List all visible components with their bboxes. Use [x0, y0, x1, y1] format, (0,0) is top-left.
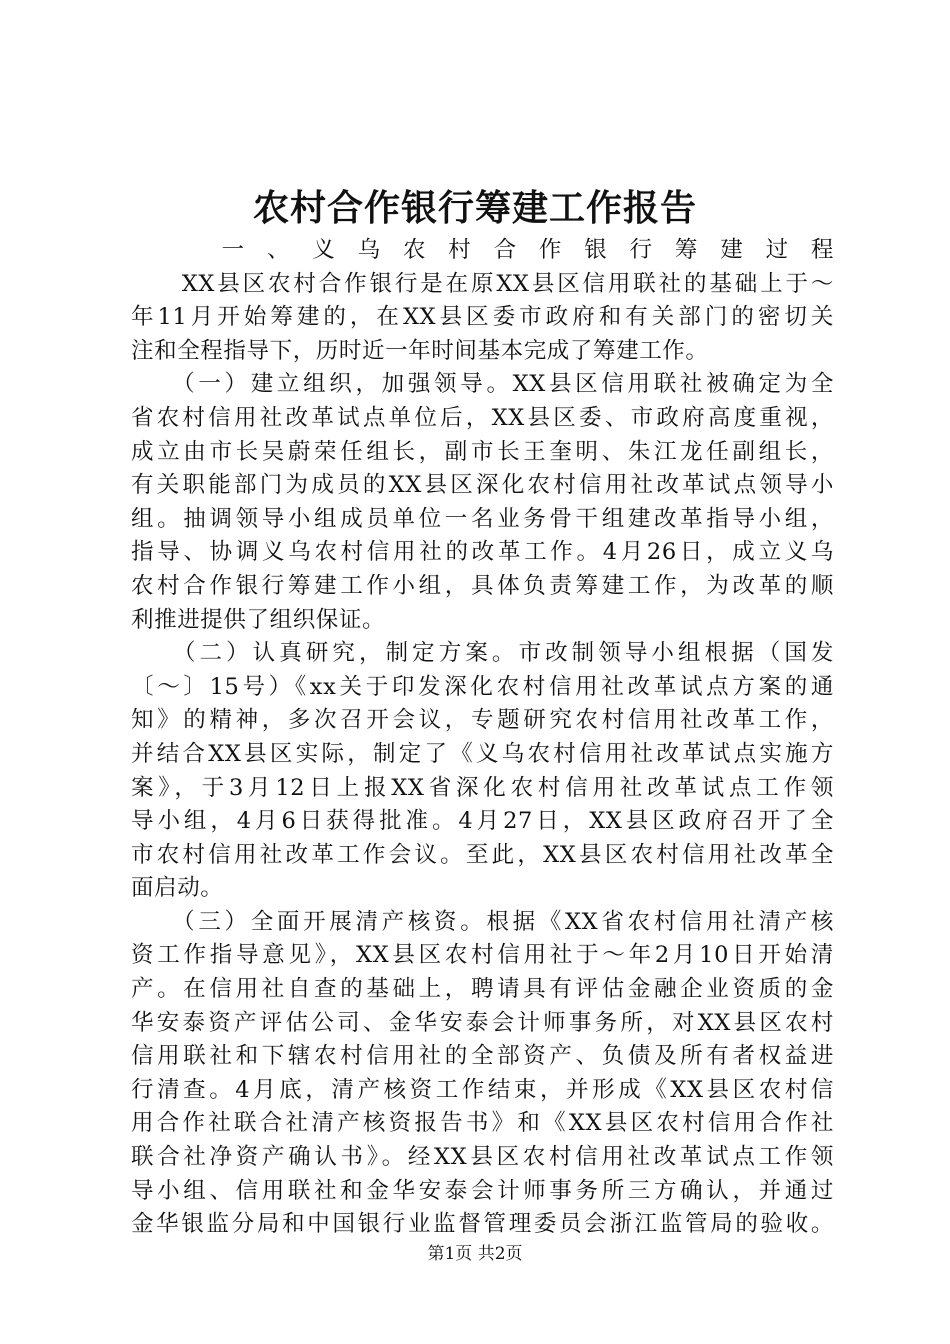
- page-footer: 第1页 共2页: [427, 1244, 523, 1264]
- text-line: 年11月开始筹建的，在XX县区委市政府和有关部门的密切关: [131, 304, 834, 331]
- text-line: 导小组、信用联社和金华安泰会计师事务所三方确认，并通过: [131, 1177, 834, 1204]
- text-line: （二）认真研究，制定方案。市改制领导小组根据（国发: [131, 640, 834, 667]
- text-line: 成立由市长吴蔚荣任组长，副市长王奎明、朱江龙任副组长，: [131, 438, 834, 465]
- text-line: 用合作社联合社清产核资报告书》和《XX县区农村信用合作社: [131, 1110, 834, 1137]
- text-line: 面启动。: [131, 875, 224, 902]
- document-body: [131, 234, 834, 1242]
- text-line: 导小组，4月6日获得批准。4月27日，XX县区政府召开了全: [131, 808, 834, 835]
- text-line: 〔～〕15号）《xx关于印发深化农村信用社改革试点方案的通: [131, 673, 834, 700]
- text-line: 知》的精神，多次召开会议，专题研究农村信用社改革工作，: [131, 707, 834, 734]
- text-line: 一、义乌农村合作银行筹建过程: [131, 237, 834, 263]
- text-line: （三）全面开展清产核资。根据《XX省农村信用社清产核: [131, 908, 834, 935]
- text-line: 资工作指导意见》，XX县区农村信用社于～年2月10日开始清: [131, 942, 834, 969]
- text-line: 产。在信用社自查的基础上，聘请具有评估金融企业资质的金: [131, 976, 834, 1003]
- text-line: （一）建立组织，加强领导。XX县区信用联社被确定为全: [131, 371, 834, 398]
- text-line: 华安泰资产评估公司、金华安泰会计师事务所，对XX县区农村: [131, 1009, 834, 1036]
- text-line: 指导、协调义乌农村信用社的改革工作。4月26日，成立义乌: [131, 539, 834, 566]
- text-line: 信用联社和下辖农村信用社的全部资产、负债及所有者权益进: [131, 1043, 834, 1070]
- text-line: 市农村信用社改革工作会议。至此，XX县区农村信用社改革全: [131, 841, 834, 868]
- text-line: 组。抽调领导小组成员单位一名业务骨干组建改革指导小组，: [131, 505, 834, 532]
- text-line: 并结合XX县区实际，制定了《义乌农村信用社改革试点实施方: [131, 740, 834, 767]
- text-line: 行清查。4月底，清产核资工作结束，并形成《XX县区农村信: [131, 1076, 834, 1103]
- text-line: 省农村信用社改革试点单位后，XX县区委、市政府高度重视，: [131, 404, 834, 431]
- text-line: 有关职能部门为成员的XX县区深化农村信用社改革试点领导小: [131, 472, 834, 499]
- text-line: XX县区农村合作银行是在原XX县区信用联社的基础上于～: [131, 270, 834, 297]
- text-line: 联合社净资产确认书》。经XX县区农村信用社改革试点工作领: [131, 1144, 834, 1171]
- text-line: 金华银监分局和中国银行业监督管理委员会浙江监管局的验收。: [131, 1211, 834, 1238]
- document-title: 农村合作银行筹建工作报告: [252, 187, 697, 229]
- text-line: 农村合作银行筹建工作小组，具体负责筹建工作，为改革的顺: [131, 572, 834, 599]
- text-line: 注和全程指导下，历时近一年时间基本完成了筹建工作。: [131, 337, 709, 364]
- text-line: 案》，于3月12日上报XX省深化农村信用社改革试点工作领: [131, 774, 834, 801]
- text-line: 利推进提供了组织保证。: [131, 606, 386, 633]
